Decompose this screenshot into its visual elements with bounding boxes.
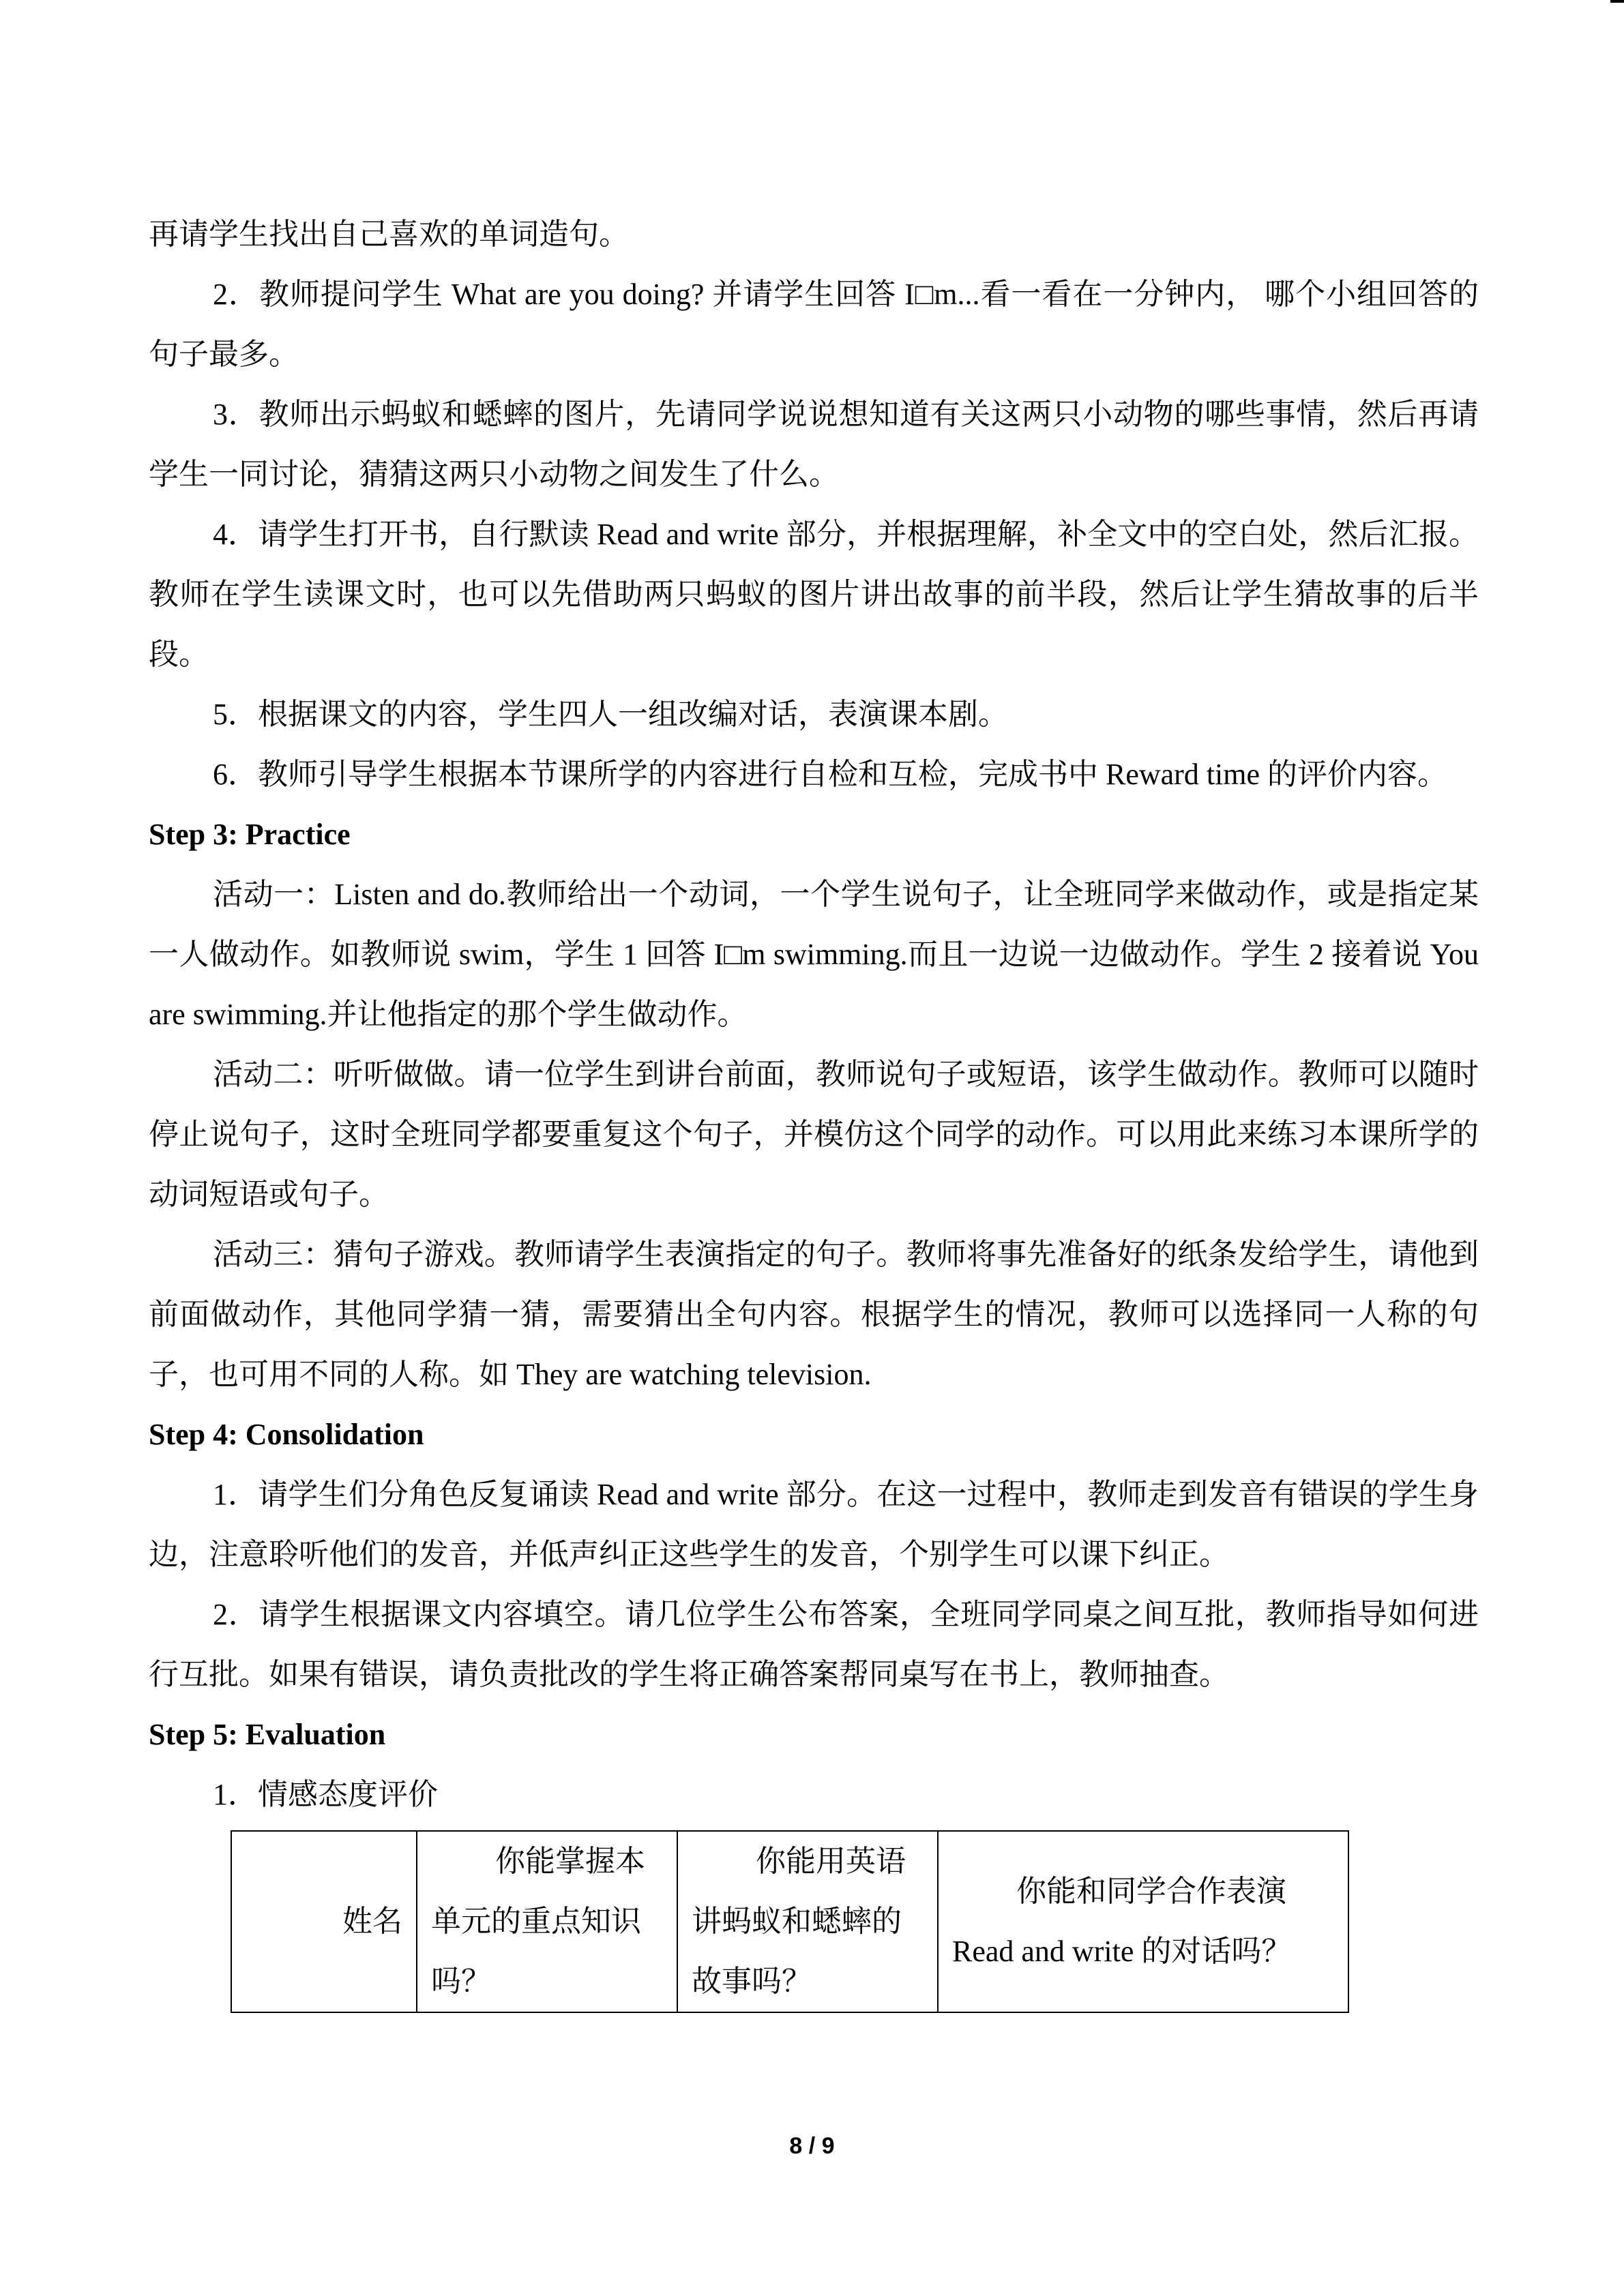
table-row (231, 1831, 1348, 2012)
table-header-name: 姓名 (231, 1831, 417, 2012)
activity-3: 活动三：猜句子游戏。教师请学生表演指定的句子。教师将事先准备好的纸条发给学生，请他到前面做动作，其他同学猜一猜，需要猜出全句内容。根据学生的情况，教师可以选择同一人称的句子，也可用不同的人称。如 They are watching television. (149, 1238, 1479, 1391)
paragraph-item-2: 2．教师提问学生 What are you doing? 并请学生回答 I□m...看一看在一分钟内， 哪个小组回答的句子最多。 (149, 278, 1479, 371)
page-number: 8 / 9 (789, 2133, 835, 2159)
paragraph-item-3: 3．教师出示蚂蚁和蟋蟀的图片，先请同学说说想知道有关这两只小动物的哪些事情，然后再请学生一同讨论，猜猜这两只小动物之间发生了什么。 (149, 398, 1479, 491)
evaluation-table (231, 1830, 1349, 2013)
consolidation-item-1: 1．请学生们分角色反复诵读 Read and write 部分。在这一过程中，教师走到发音有错误的学生身边，注意聆听他们的发音，并低声纠正这些学生的发音，个别学生可以课下纠正。 (149, 1478, 1479, 1571)
paragraph-item-4: 4．请学生打开书，自行默读 Read and write 部分，并根据理解，补全文中的空白处，然后汇报。教师在学生读课文时，也可以先借助两只蚂蚁的图片讲出故事的前半段，然后让学生猜故事的后半段。 (149, 518, 1479, 671)
table-header-performance: 你能和同学合作表演 Read and write 的对话吗？ (938, 1831, 1348, 2012)
activity-2: 活动二：听听做做。请一位学生到讲台前面，教师说句子或短语，该学生做动作。教师可以随时停止说句子，这时全班同学都要重复这个句子，并模仿这个同学的动作。可以用此来练习本课所学的动词短语或句子。 (149, 1058, 1479, 1211)
page-content (149, 205, 1479, 2013)
paragraph-continuation: 再请学生找出自己喜欢的单词造句。 (149, 218, 629, 251)
consolidation-item-2: 2．请学生根据课文内容填空。请几位学生公布答案，全班同学同桌之间互批，教师指导如何进行互批。如果有错误，请负责批改的学生将正确答案帮同桌写在书上，教师抽查。 (149, 1598, 1479, 1691)
evaluation-item-1: 1．情感态度评价 (213, 1778, 438, 1811)
table-header-story: 你能用英语讲蚂蚁和蟋蟀的故事吗？ (677, 1831, 938, 2012)
table-header-knowledge: 你能掌握本单元的重点知识吗？ (417, 1831, 677, 2012)
step4-heading: Step 4: Consolidation (149, 1418, 424, 1451)
paragraph-item-6: 6．教师引导学生根据本节课所学的内容进行自检和互检，完成书中 Reward time 的评价内容。 (213, 758, 1448, 791)
paragraph-item-5: 5．根据课文的内容，学生四人一组改编对话，表演课本剧。 (213, 698, 1008, 731)
corner-mark (1610, 0, 1624, 3)
step3-heading: Step 3: Practice (149, 818, 351, 851)
activity-1: 活动一：Listen and do.教师给出一个动词，一个学生说句子，让全班同学来做动作，或是指定某一人做动作。如教师说 swim，学生 1 回答 I□m swimming.而且一边说一边做动作。学生 2 接着说 You are swimming.并让他指定的那个学生做动作。 (149, 878, 1479, 1031)
step5-heading: Step 5: Evaluation (149, 1718, 386, 1751)
